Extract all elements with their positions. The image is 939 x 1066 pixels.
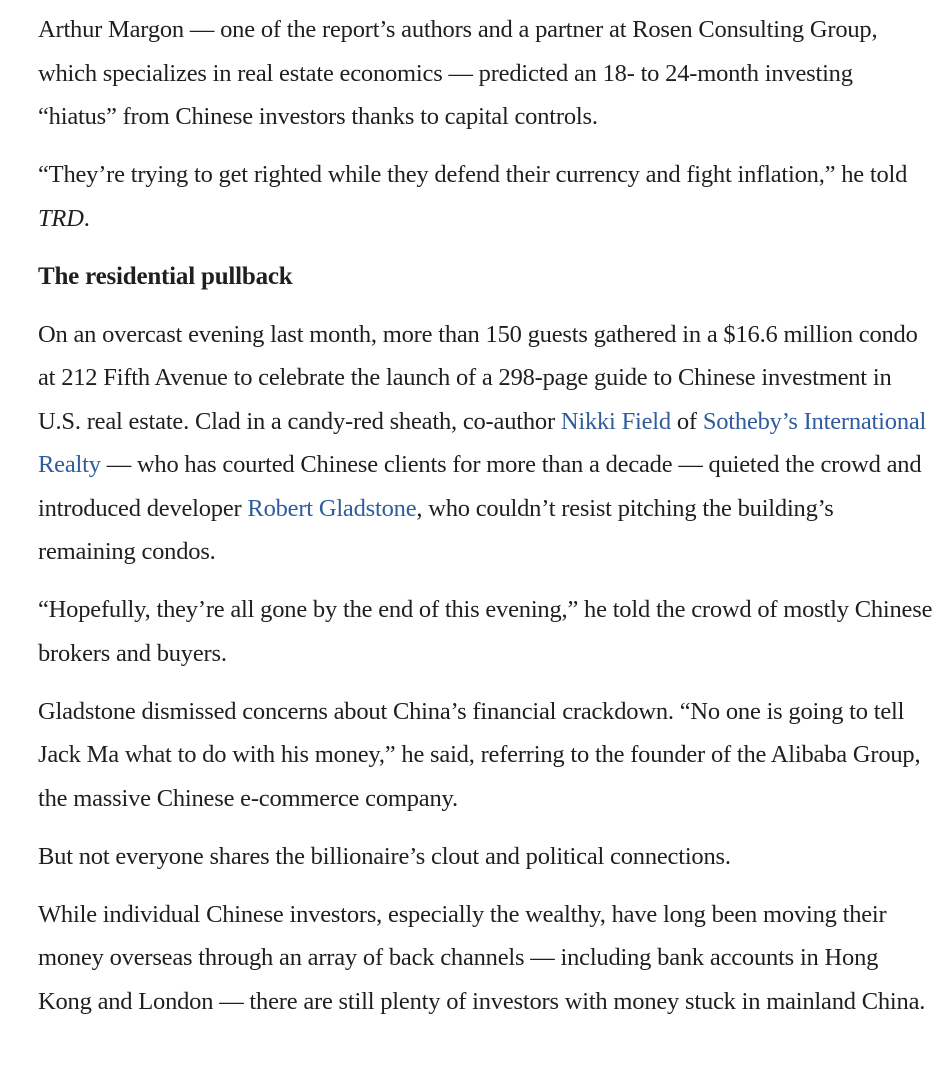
link-robert-gladstone[interactable]: Robert Gladstone — [247, 494, 417, 522]
paragraph-hopefully: “Hopefully, they’re all gone by the end of this evening,” he told the crowd of mostly Chinese brokers and buyers. — [38, 596, 933, 667]
paragraph-quote-currency — [38, 153, 933, 240]
launch-text-d: , who couldn’t resist pitching the building’s remaining condos. — [38, 494, 834, 565]
quote-end: . — [83, 204, 90, 232]
paragraph-billionaire: But not everyone shares the billionaire’s clout and political connections. — [38, 842, 731, 870]
link-sothebys-international-realty[interactable]: Sotheby’s International Realty — [38, 407, 927, 478]
launch-text-c: — who has courted Chinese clients for more than a decade — quieted the crowd and introduced developer — [38, 451, 922, 522]
paragraph-launch-event — [38, 313, 933, 574]
article-body — [38, 8, 933, 1038]
section-heading: The residential pullback — [38, 262, 293, 290]
paragraph-margon: Arthur Margon — one of the report’s authors and a partner at Rosen Consulting Group, which specializes in real estate economics — predicted an 18- to 24-month investing “hiatus” from Chinese investors thanks to capital controls. — [38, 16, 878, 130]
quote-text: “They’re trying to get righted while they defend their currency and fight inflation,” he told — [38, 161, 908, 188]
paragraph-back-channels: While individual Chinese investors, especially the wealthy, have long been moving their money overseas through an array of back channels — including bank accounts in Hong Kong and London — there are still plenty of investors with money stuck in mainland China. — [38, 900, 926, 1015]
paragraph-gladstone: Gladstone dismissed concerns about China’s financial crackdown. “No one is going to tell Jack Ma what to do with his money,” he said, referring to the founder of the Alibaba Group, the massive Chinese e-commerce company. — [38, 697, 921, 812]
launch-text-b: of — [670, 407, 703, 435]
publication-name: TRD — [38, 204, 84, 232]
launch-text-a: On an overcast evening last month, more than 150 guests gathered in a $16.6 million condo at 212 Fifth Avenue to celebrate the launch of a 298-page guide to Chinese investment in U.S. real estate. Clad in a candy-red sheath, co-author — [38, 320, 918, 435]
link-nikki-field[interactable]: Nikki Field — [560, 407, 671, 435]
